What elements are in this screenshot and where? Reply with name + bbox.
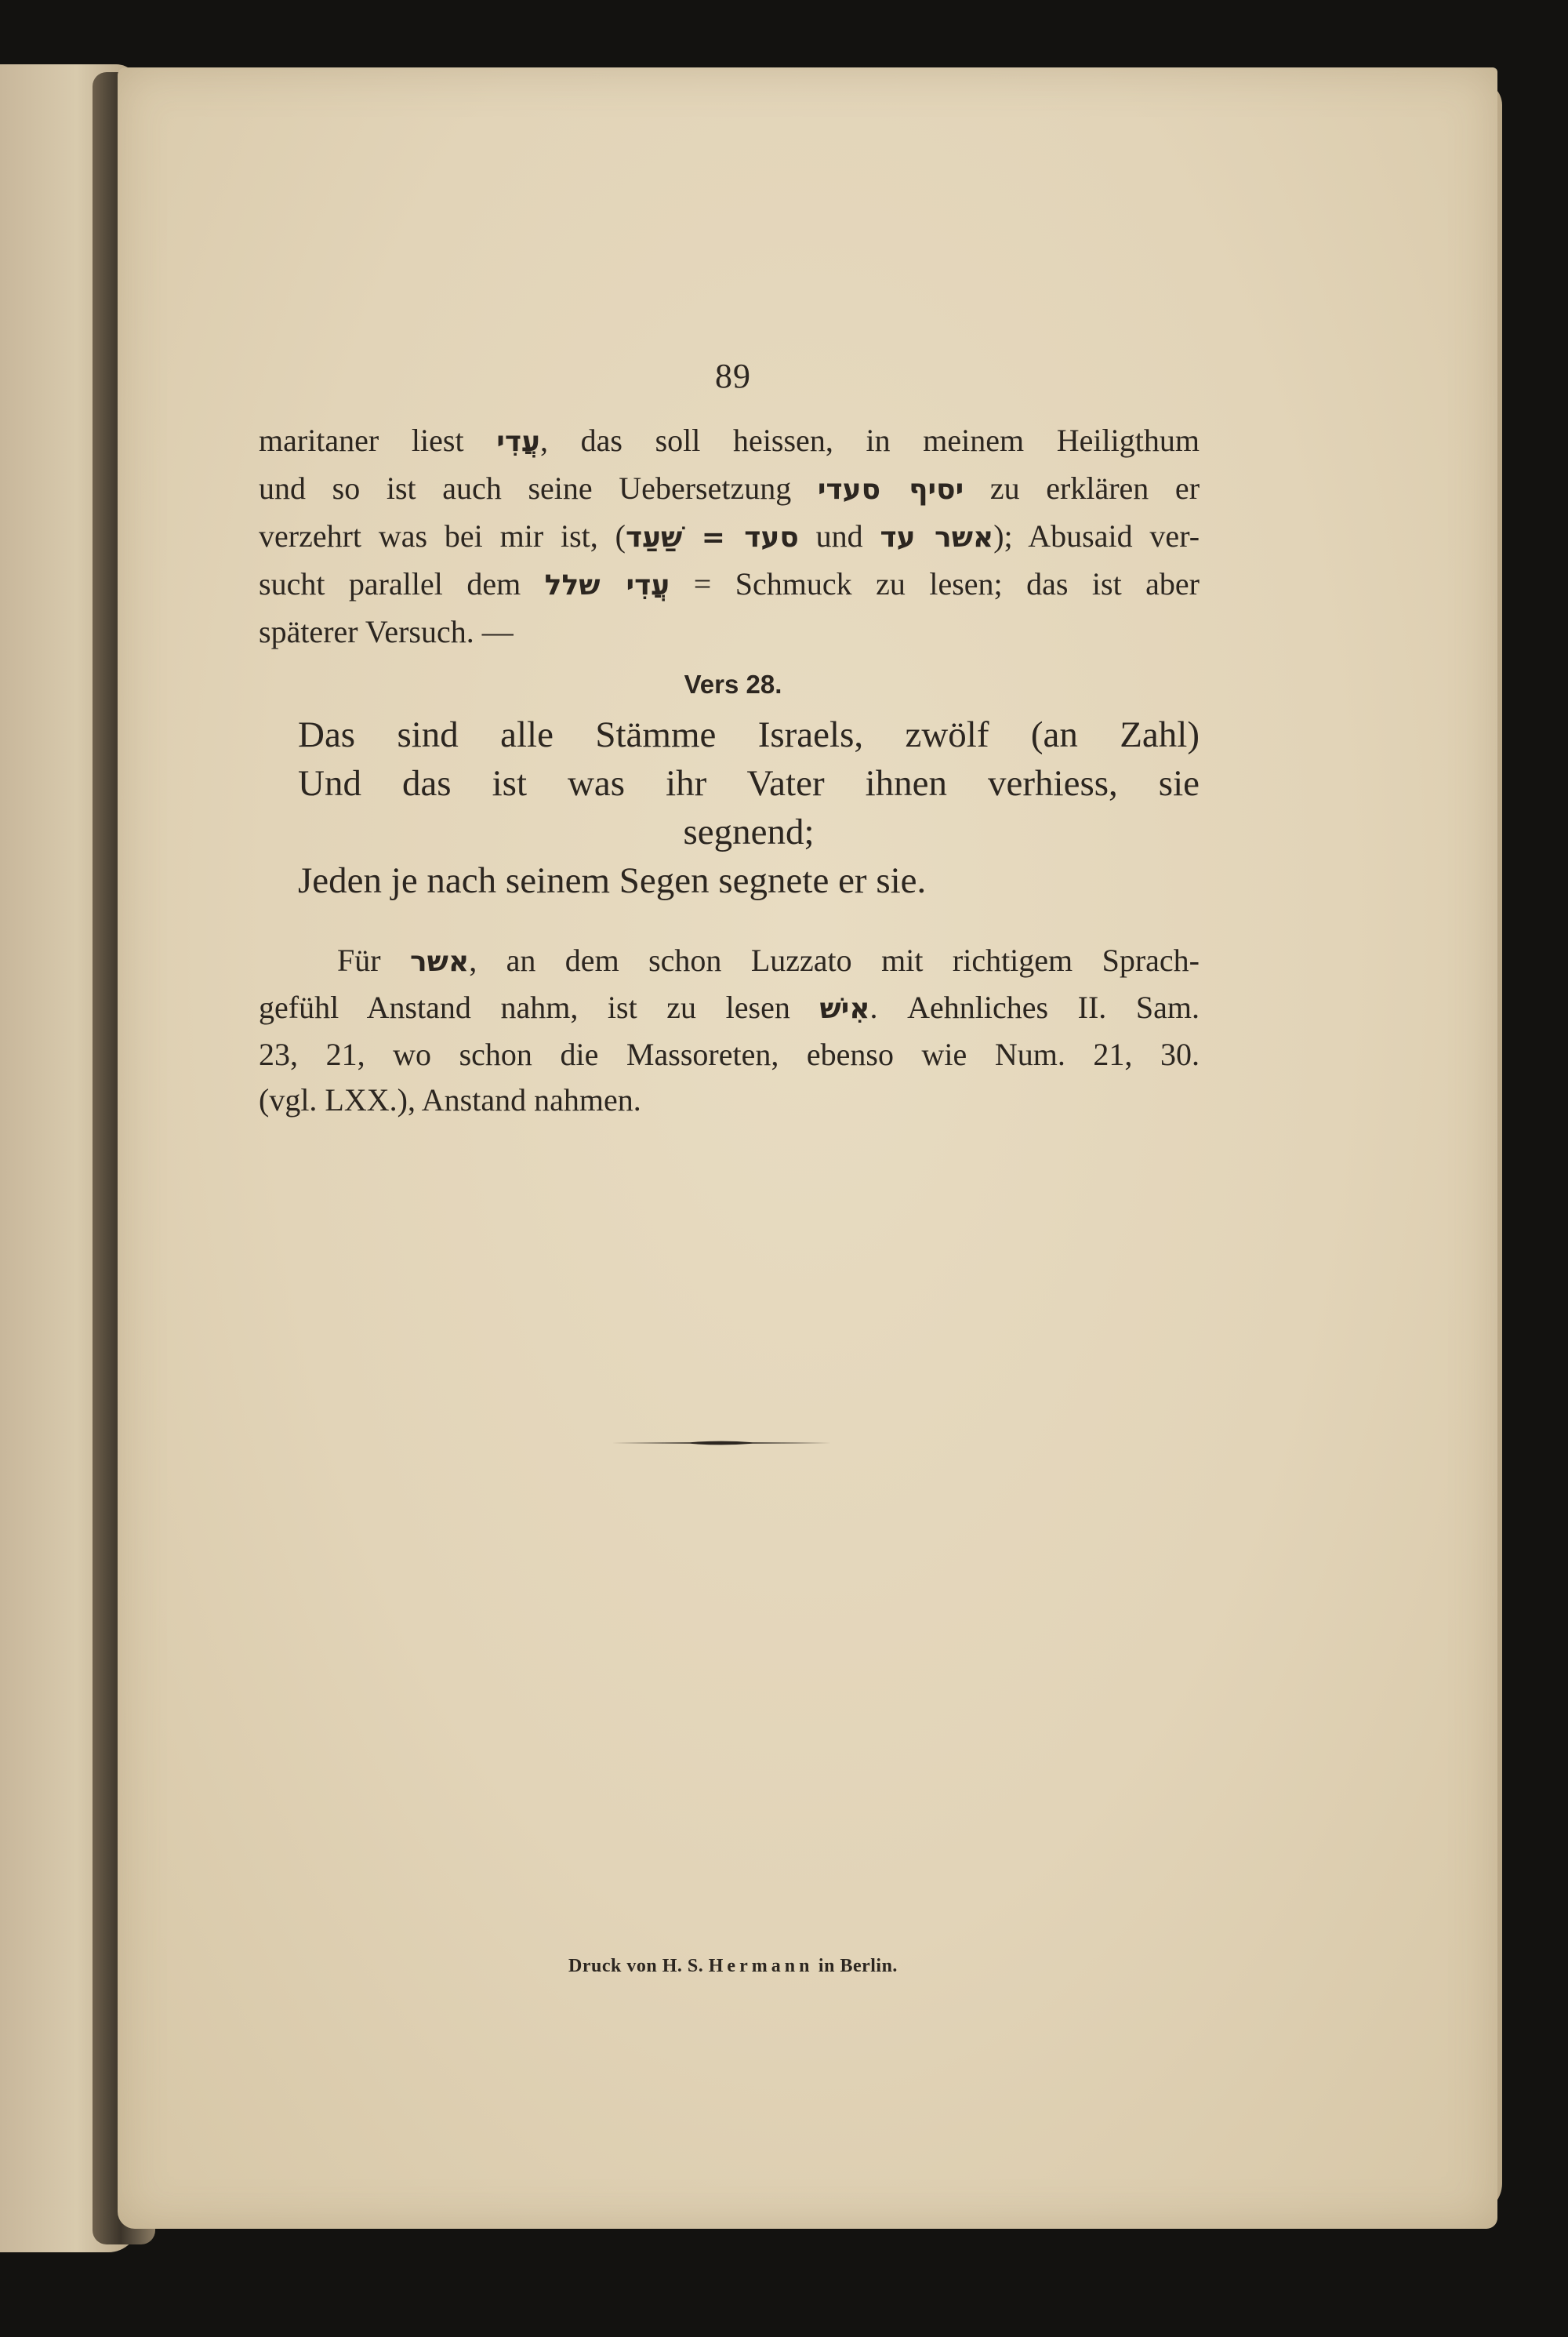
printer-imprint: Druck von H. S. Hermann in Berlin. — [568, 1956, 898, 1976]
page-number: 89 — [715, 357, 751, 395]
verse-line: Das sind alle Stämme Israels, zwölf (an Zahl) — [298, 714, 1200, 755]
note-line: gefühl Anstand nahm, ist zu lesen אִישׁ. Aehnliches II. Sam. — [259, 990, 1200, 1025]
verse-line: Und das ist was ihr Vater ihnen verhiess, sie — [298, 763, 1200, 804]
paragraph-line: maritaner liest עֲדִי, das soll heissen, in meinem Heiligthum — [259, 423, 1200, 458]
printer-name: Hermann — [708, 1956, 814, 1976]
hebrew-phrase: עֲדִי שלל — [544, 569, 670, 602]
verse-line: segnend; — [683, 812, 815, 852]
paragraph-line: sucht parallel dem עֲדִי שלל = Schmuck zu lesen; das ist aber — [259, 566, 1200, 602]
paragraph-line: späterer Versuch. — — [259, 614, 514, 649]
note-line: (vgl. LXX.), Anstand nahmen. — [259, 1082, 641, 1118]
note-line: Für אשר, an dem schon Luzzato mit richtigem Sprach- — [337, 943, 1200, 978]
hebrew-phrase: אשר עד — [880, 522, 994, 554]
verse-heading: Vers 28. — [684, 670, 782, 699]
commentary-paragraph — [259, 417, 1200, 655]
hebrew-word: עֲדִי — [496, 426, 540, 458]
ornamental-rule — [612, 1440, 831, 1446]
hebrew-word: אִישׁ — [819, 993, 870, 1025]
verse-translation — [298, 711, 1200, 905]
verse-line: Jeden je nach seinem Segen segnete er sie. — [298, 860, 927, 901]
hebrew-phrase: יסיף סעדי — [817, 474, 964, 506]
hebrew-phrase: סעד = שַׁעַד — [625, 522, 799, 554]
note-paragraph — [259, 938, 1200, 1123]
note-line: 23, 21, wo schon die Massoreten, ebenso wie Num. 21, 30. — [259, 1037, 1200, 1072]
paragraph-line: verzehrt was bei mir ist, (סעד = שַׁעַד und אשר עד); Abusaid ver- — [259, 518, 1200, 554]
hebrew-word: אשר — [410, 946, 470, 978]
paragraph-line: und so ist auch seine Uebersetzung יסיף סעדי zu erklären er — [259, 471, 1200, 506]
